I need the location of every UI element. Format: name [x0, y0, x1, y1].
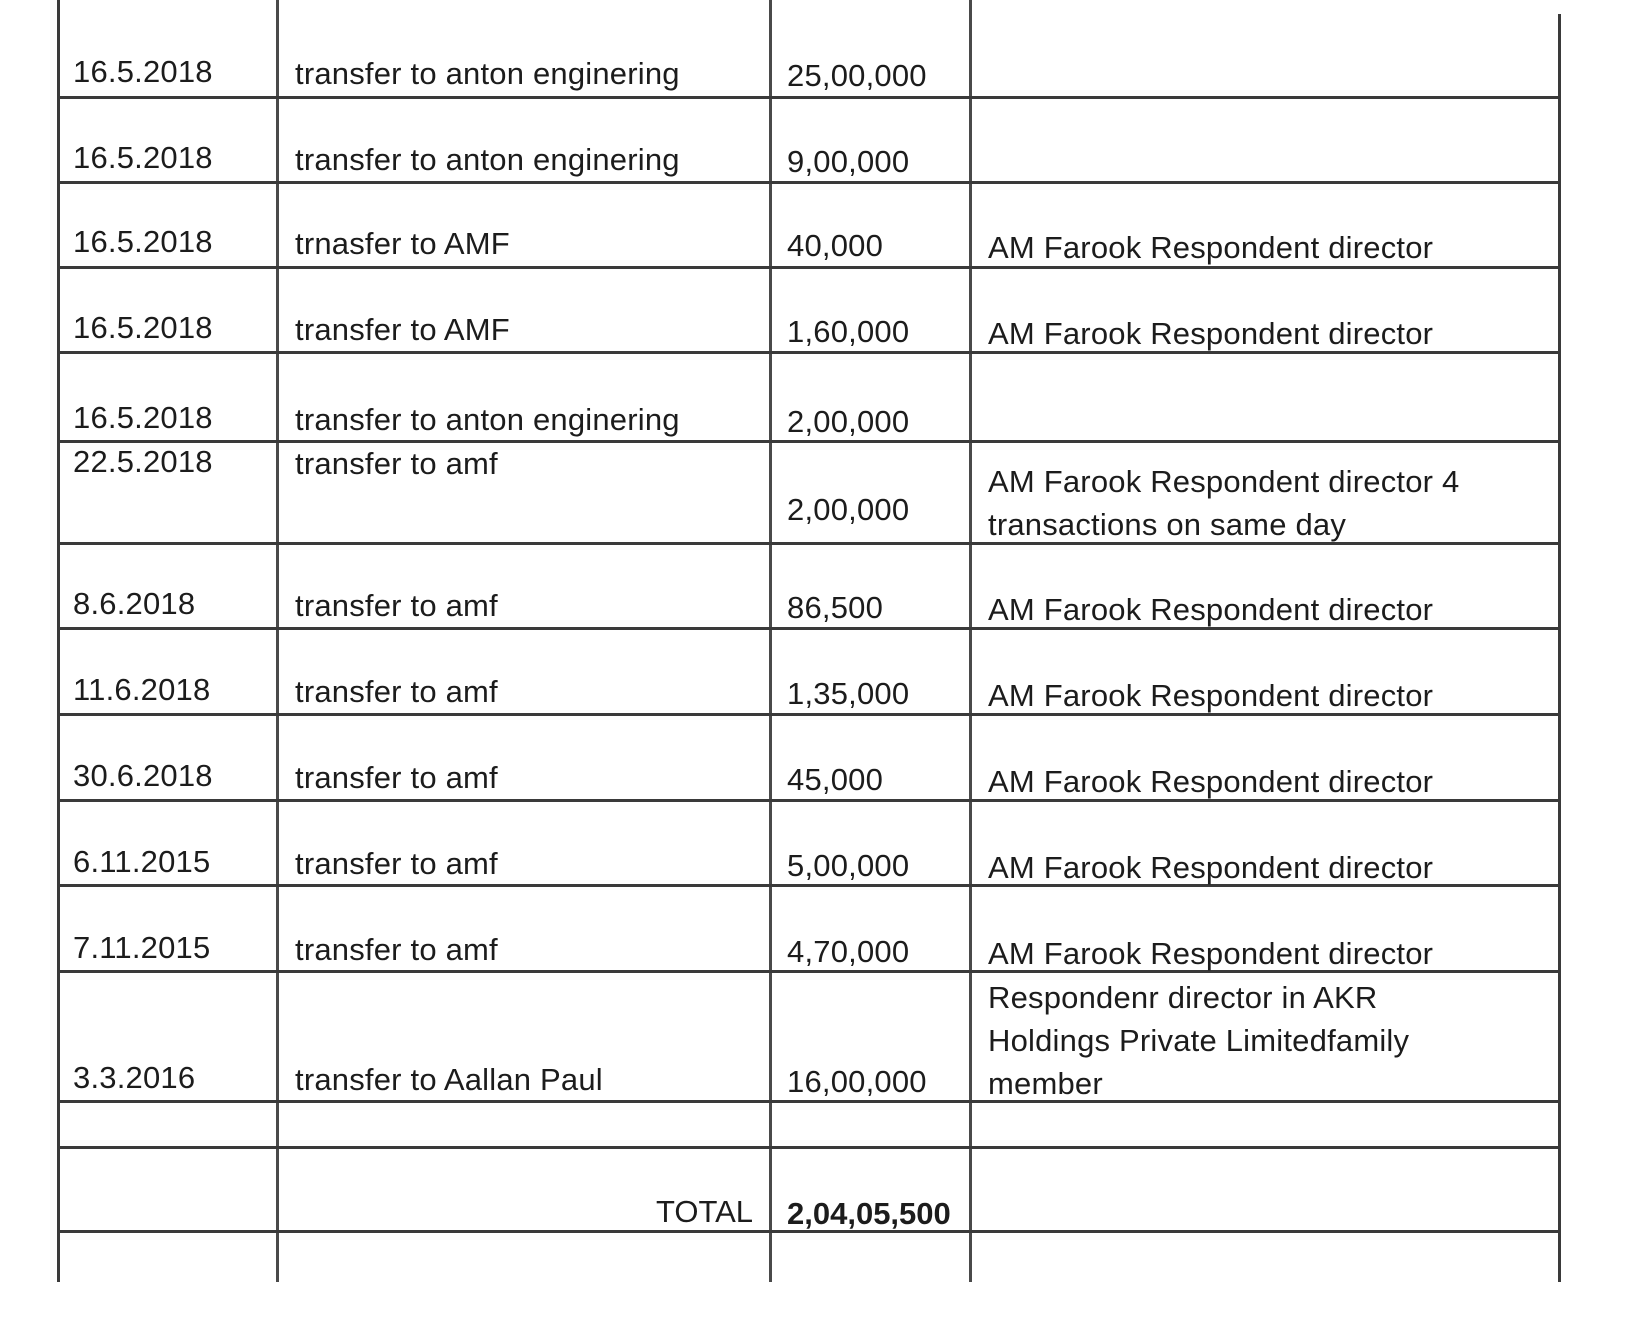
- description-cell: transfer to amf: [295, 446, 498, 481]
- total-value: 2,04,05,500: [787, 1196, 951, 1231]
- remarks-cell: AM Farook Respondent director: [988, 936, 1434, 971]
- description-cell: transfer to amf: [295, 932, 498, 967]
- date-cell: 22.5.2018: [73, 444, 213, 479]
- amount-cell: 40,000: [787, 228, 884, 263]
- date-cell: 16.5.2018: [73, 310, 213, 345]
- description-cell: transfer to amf: [295, 674, 498, 709]
- description-cell: trnasfer to AMF: [295, 226, 510, 261]
- amount-cell: 5,00,000: [787, 848, 910, 883]
- remarks-cell: Respondenr director in AKR Holdings Private Limitedfamily member: [988, 980, 1410, 1101]
- date-cell: 3.3.2016: [73, 1060, 196, 1095]
- column-divider: [276, 0, 279, 1282]
- amount-cell: 86,500: [787, 590, 884, 625]
- remarks-cell: AM Farook Respondent director: [988, 316, 1434, 351]
- description-cell: transfer to AMF: [295, 312, 510, 347]
- date-cell: 7.11.2015: [73, 930, 211, 965]
- date-cell: 11.6.2018: [73, 672, 211, 707]
- description-cell: transfer to amf: [295, 588, 498, 623]
- description-cell: transfer to anton enginering: [295, 402, 680, 437]
- remarks-cell: AM Farook Respondent director: [988, 230, 1434, 265]
- description-cell: transfer to amf: [295, 760, 498, 795]
- amount-cell: 4,70,000: [787, 934, 910, 969]
- remarks-cell: AM Farook Respondent director: [988, 678, 1434, 713]
- remarks-cell: AM Farook Respondent director: [988, 764, 1434, 799]
- column-divider: [969, 0, 972, 1282]
- amount-cell: 2,00,000: [787, 492, 910, 527]
- date-cell: 8.6.2018: [73, 586, 196, 621]
- amount-cell: 1,60,000: [787, 314, 910, 349]
- date-cell: 6.11.2015: [73, 844, 211, 879]
- description-cell: transfer to anton enginering: [295, 142, 680, 177]
- amount-cell: 2,00,000: [787, 404, 910, 439]
- date-cell: 16.5.2018: [73, 224, 213, 259]
- remarks-cell: AM Farook Respondent director 4 transactions on same day: [988, 464, 1460, 542]
- description-cell: transfer to anton enginering: [295, 56, 680, 91]
- amount-cell: 45,000: [787, 762, 884, 797]
- amount-cell: 1,35,000: [787, 676, 910, 711]
- amount-cell: 16,00,000: [787, 1064, 927, 1099]
- description-cell: transfer to amf: [295, 846, 498, 881]
- remarks-cell: AM Farook Respondent director: [988, 592, 1434, 627]
- column-divider: [769, 0, 772, 1282]
- date-cell: 16.5.2018: [73, 140, 213, 175]
- table-border-right: [1558, 14, 1561, 1282]
- amount-cell: 25,00,000: [787, 58, 927, 93]
- row-divider: [57, 1146, 1561, 1149]
- amount-cell: 9,00,000: [787, 144, 910, 179]
- date-cell: 16.5.2018: [73, 54, 213, 89]
- date-cell: 30.6.2018: [73, 758, 213, 793]
- total-label: TOTAL: [655, 1194, 753, 1229]
- description-cell: transfer to Aallan Paul: [295, 1062, 603, 1097]
- table-border-left: [57, 0, 60, 1282]
- remarks-cell: AM Farook Respondent director: [988, 850, 1434, 885]
- transactions-table: [57, 0, 1561, 1282]
- date-cell: 16.5.2018: [73, 400, 213, 435]
